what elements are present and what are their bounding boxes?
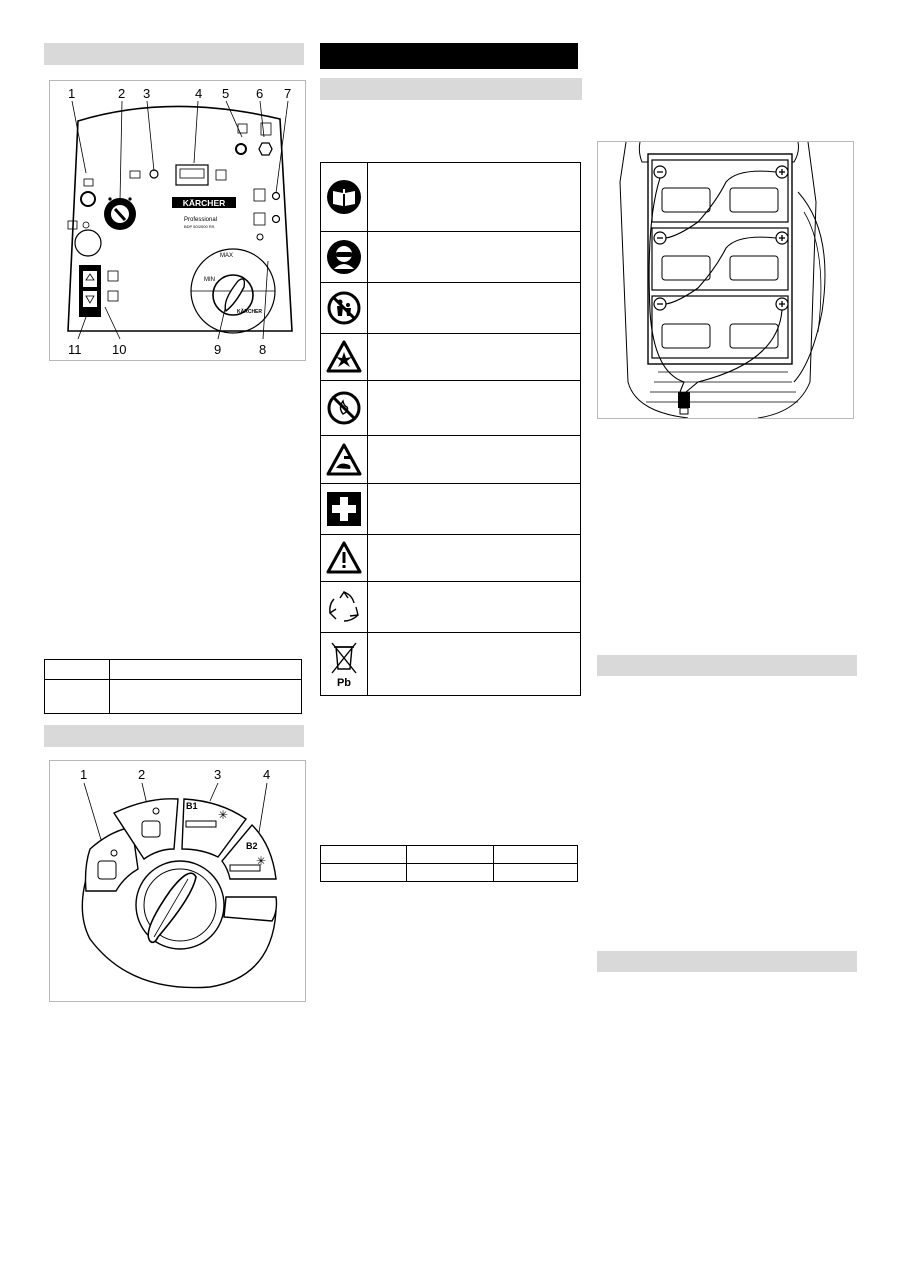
chapter-heading-bar — [320, 43, 578, 69]
model-label: BDP 50/2000 RS — [184, 224, 215, 229]
symbol-row — [321, 534, 580, 581]
left-data-table — [44, 659, 302, 714]
callout-9: 9 — [214, 342, 222, 357]
callout-8: 8 — [259, 342, 267, 357]
sparkle-icon: ✳ — [256, 854, 267, 868]
control-panel-figure — [49, 80, 306, 361]
callout-10: 10 — [112, 342, 127, 357]
selector-b2-label: B2 — [246, 841, 258, 851]
section-heading-bar-charging — [597, 951, 857, 972]
symbol-row — [321, 380, 580, 435]
symbol-row — [321, 163, 580, 231]
symbol-row — [321, 231, 580, 282]
read-manual-icon — [326, 179, 362, 215]
middle-data-table — [320, 845, 578, 882]
callout-2: 2 — [118, 86, 126, 101]
pb-label: Pb — [336, 677, 352, 689]
selector-callout-2: 2 — [138, 767, 146, 782]
general-warning-icon — [326, 541, 362, 575]
callout-4: 4 — [195, 86, 203, 101]
no-fire-no-smoking-icon — [326, 390, 362, 426]
symbol-row — [321, 435, 580, 483]
keep-children-away-icon — [326, 290, 362, 326]
symbol-row — [321, 632, 580, 695]
selector-callout-4: 4 — [263, 767, 271, 782]
section-heading-bar-operating-elements — [44, 43, 304, 65]
dial-brand-text: KÄRCHER — [237, 309, 262, 315]
symbol-row — [321, 581, 580, 632]
brand-logo-text: KÄRCHER — [182, 198, 226, 208]
dial-min-label: MIN — [204, 277, 215, 283]
explosion-hazard-icon — [326, 340, 362, 374]
dial-max-label: MAX — [220, 253, 234, 259]
symbol-row — [321, 483, 580, 534]
callout-5: 5 — [222, 86, 230, 101]
callout-6: 6 — [256, 86, 264, 101]
battery-installation-figure — [597, 141, 854, 419]
acid-burn-hazard-icon — [326, 443, 362, 477]
program-selector-figure — [49, 760, 306, 1002]
section-heading-bar-program-selector — [44, 725, 304, 747]
symbol-row — [321, 333, 580, 380]
professional-label: Professional — [184, 217, 218, 223]
safety-symbols-table — [320, 162, 581, 696]
callout-11: 11 — [68, 342, 82, 357]
callout-3: 3 — [143, 86, 151, 101]
crossed-bin-pb-icon — [326, 639, 362, 689]
sparkle-icon: ✳ — [218, 808, 229, 822]
selector-callout-1: 1 — [80, 767, 88, 782]
recycling-icon — [326, 589, 362, 625]
wear-eye-protection-icon — [326, 239, 362, 275]
section-heading-bar-batteries — [597, 655, 857, 676]
selector-b1-label: B1 — [186, 801, 198, 811]
first-aid-icon — [326, 491, 362, 527]
callout-7: 7 — [284, 86, 292, 101]
symbol-row — [321, 282, 580, 333]
selector-callout-3: 3 — [214, 767, 222, 782]
callout-1: 1 — [68, 86, 76, 101]
section-heading-bar-symbols — [320, 78, 582, 100]
